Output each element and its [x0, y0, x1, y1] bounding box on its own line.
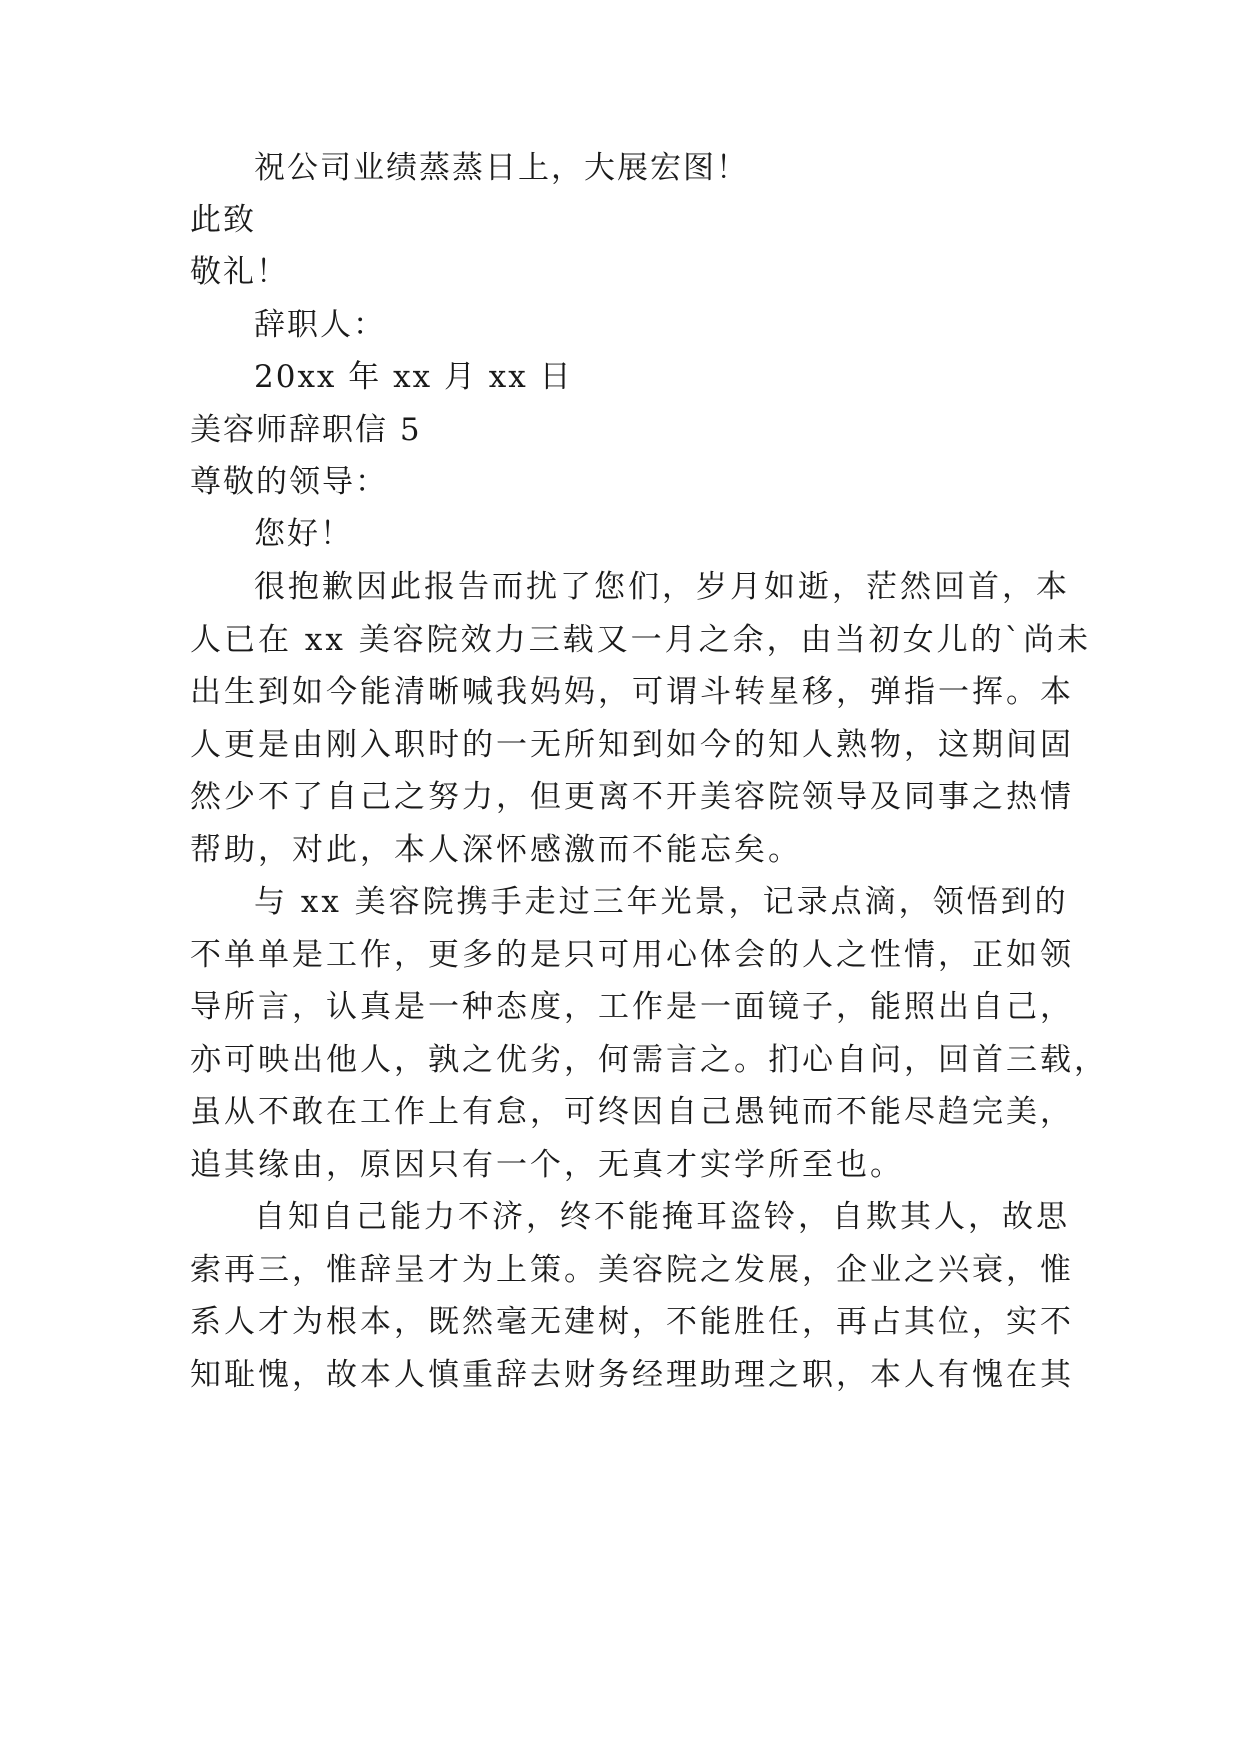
- letter-title: 美容师辞职信 5: [190, 412, 422, 448]
- paragraph-3-line: 自知自己能力不济，终不能掩耳盗铃，自欺其人，故思: [254, 1199, 1070, 1235]
- paragraph-2-line: 亦可映出他人，孰之优劣，何需言之。扪心自问，回首三载，: [190, 1042, 1108, 1078]
- signer-label: 辞职人：: [254, 307, 386, 343]
- letter-recipient: 尊敬的领导：: [190, 464, 388, 500]
- paragraph-1-line: 出生到如今能清晰喊我妈妈，可谓斗转星移，弹指一挥。本: [190, 674, 1074, 710]
- paragraph-1-line: 人已在 xx 美容院效力三载又一月之余，由当初女儿的`尚未: [190, 622, 1092, 658]
- paragraph-1-line: 帮助，对此，本人深怀感激而不能忘矣。: [190, 832, 802, 868]
- paragraph-2-line: 导所言，认真是一种态度，工作是一面镜子，能照出自己，: [190, 989, 1074, 1025]
- paragraph-2-line: 追其缘由，原因只有一个，无真才实学所至也。: [190, 1147, 904, 1183]
- paragraph-2-line: 与 xx 美容院携手走过三年光景，记录点滴，领悟到的: [254, 884, 1069, 920]
- closing-wish: 祝公司业绩蒸蒸日上，大展宏图！: [254, 150, 749, 186]
- paragraph-1-line: 然少不了自己之努力，但更离不开美容院领导及同事之热情: [190, 779, 1074, 815]
- signature-date: 20xx 年 xx 月 xx 日: [254, 359, 573, 395]
- paragraph-1-line: 很抱歉因此报告而扰了您们，岁月如逝，茫然回首，本: [254, 569, 1070, 605]
- paragraph-1-line: 人更是由刚入职时的一无所知到如今的知人熟物，这期间固: [190, 727, 1074, 763]
- salutation-ci-zhi: 此致: [190, 202, 256, 238]
- paragraph-2-line: 不单单是工作，更多的是只可用心体会的人之性情，正如领: [190, 937, 1074, 973]
- paragraph-2-line: 虽从不敢在工作上有怠，可终因自己愚钝而不能尽趋完美，: [190, 1094, 1074, 1130]
- paragraph-3-line: 系人才为根本，既然毫无建树，不能胜任，再占其位，实不: [190, 1304, 1074, 1340]
- letter-greeting: 您好！: [254, 516, 353, 552]
- paragraph-3-line: 索再三，惟辞呈才为上策。美容院之发展，企业之兴衰，惟: [190, 1252, 1074, 1288]
- salutation-jing-li: 敬礼！: [190, 254, 289, 290]
- paragraph-3-line: 知耻愧，故本人慎重辞去财务经理助理之职，本人有愧在其: [190, 1357, 1074, 1393]
